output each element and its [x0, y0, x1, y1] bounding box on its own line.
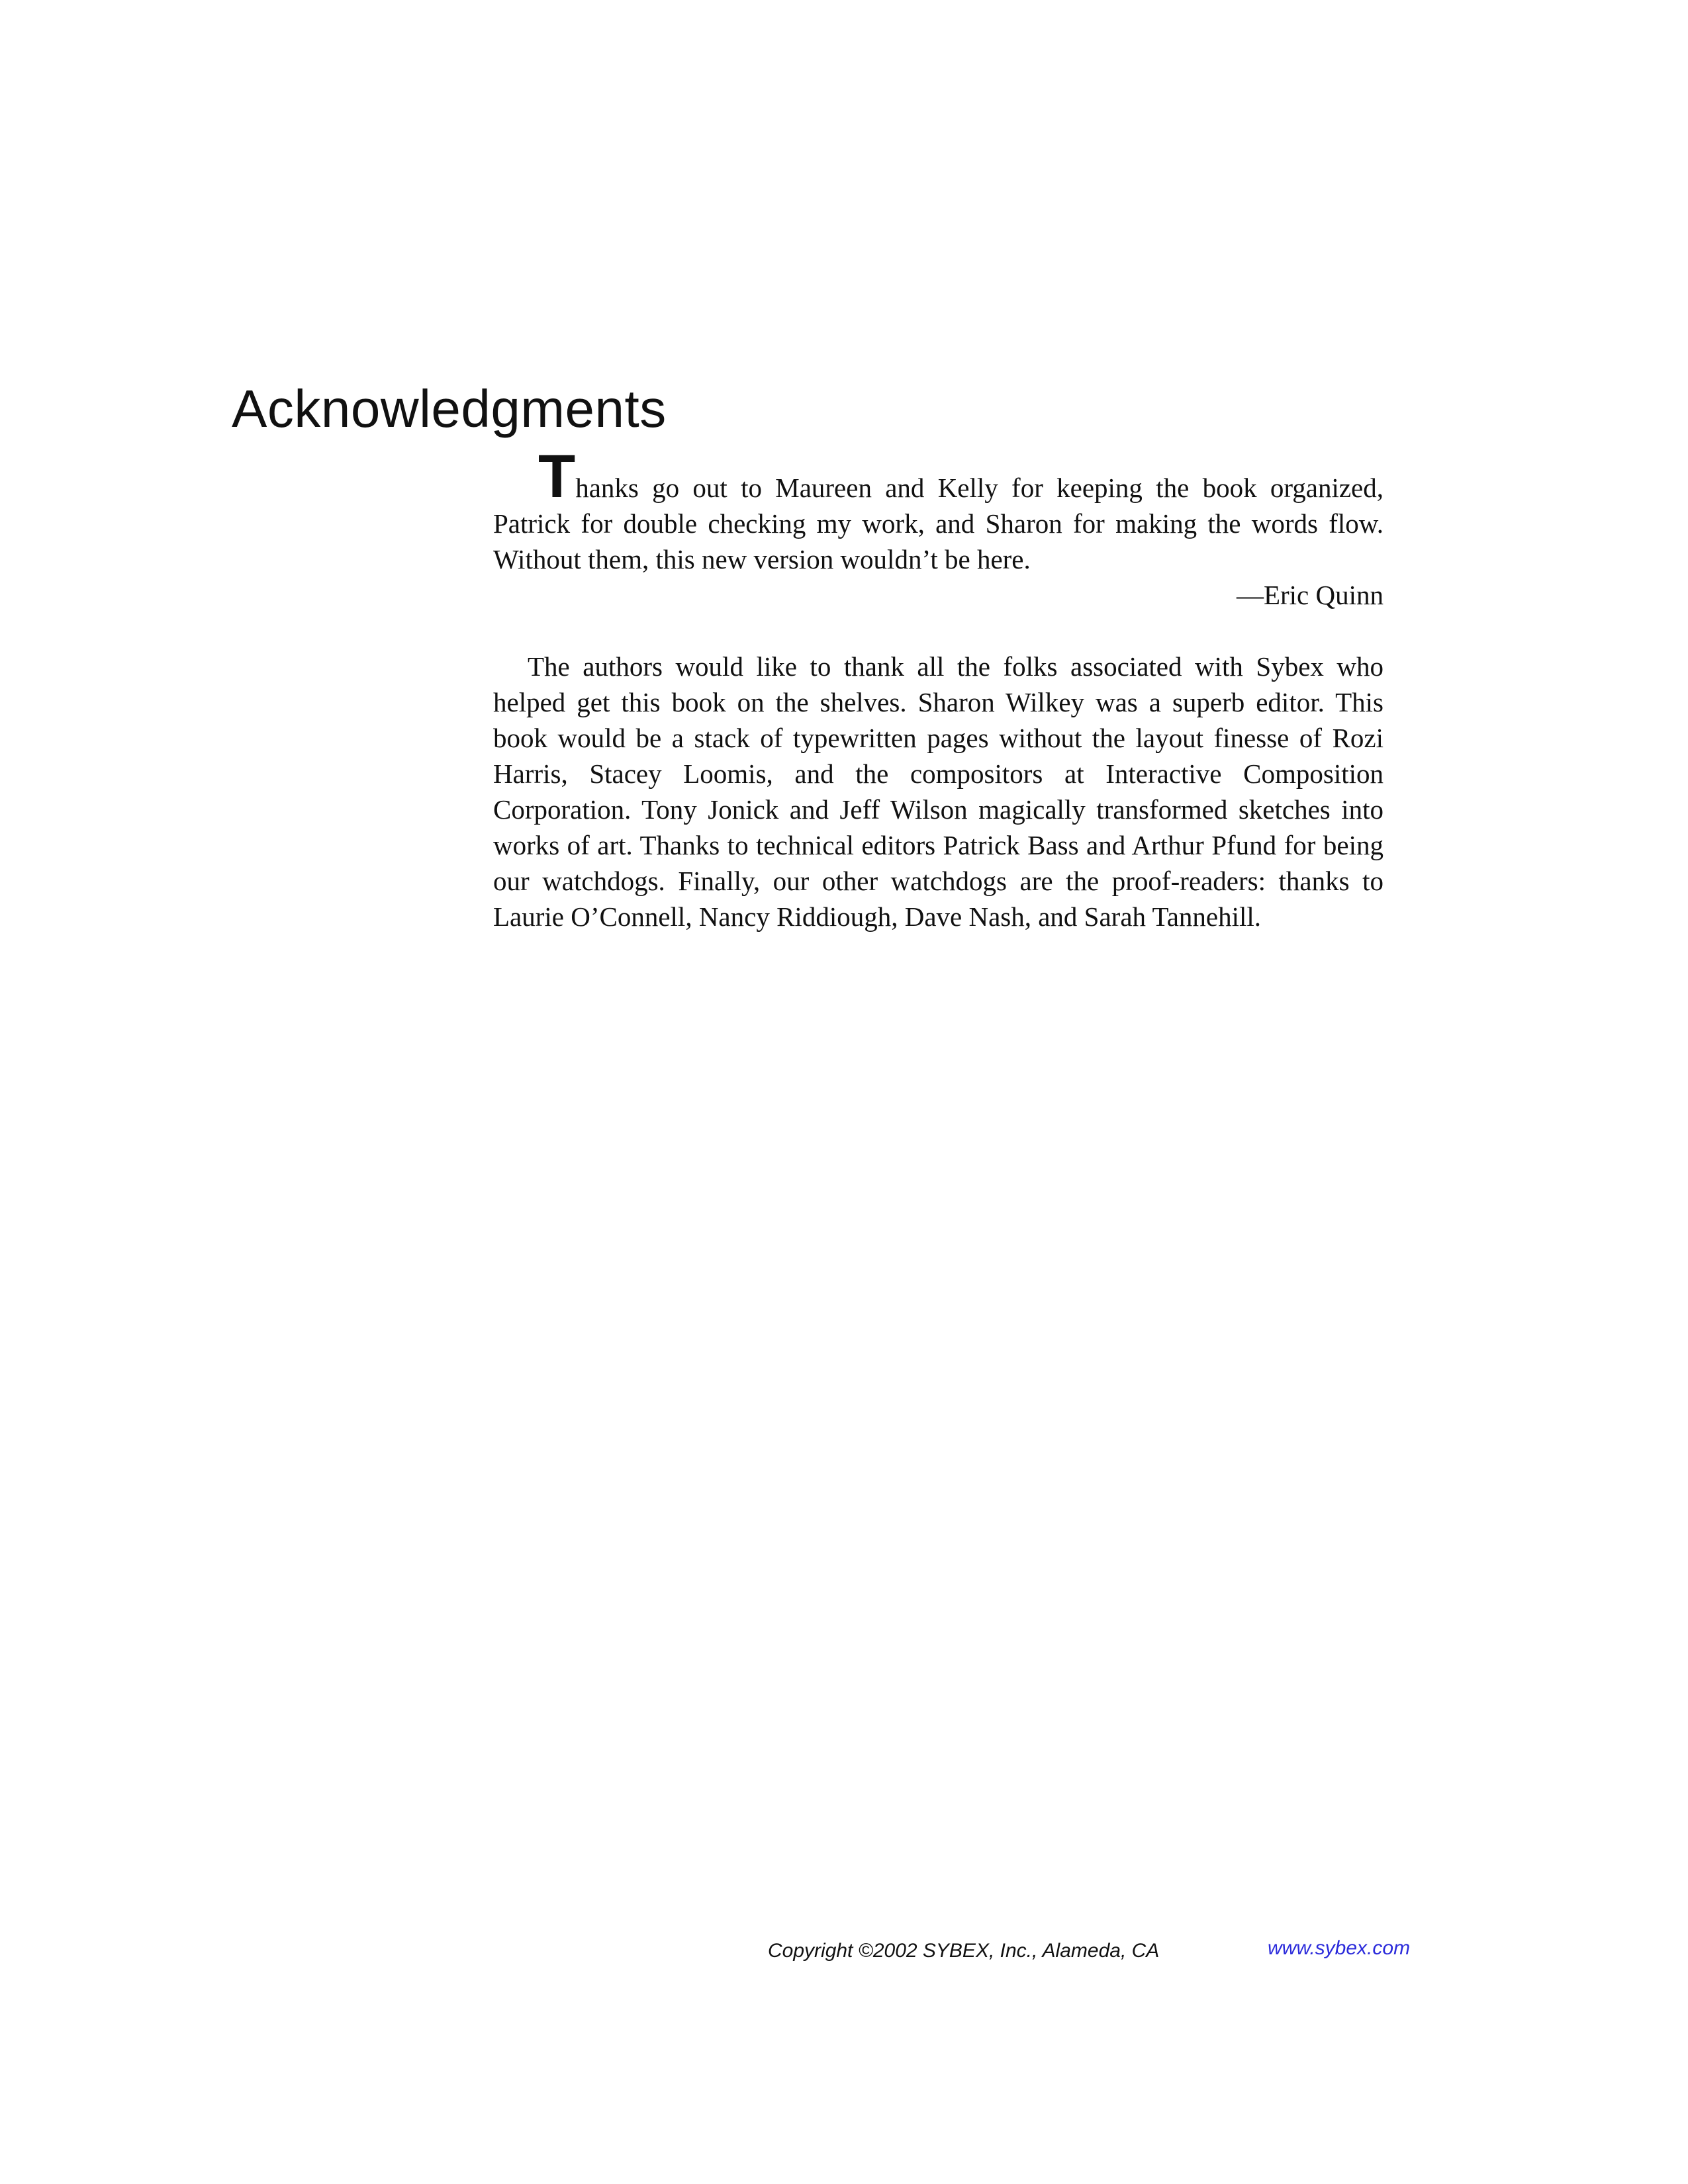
- page-title: Acknowledgments: [232, 379, 667, 438]
- dropcap-letter: T: [538, 443, 576, 510]
- second-paragraph: The authors would like to thank all the folks associated with Sybex who helped get this book on the shelves. Sharon Wilkey was a superb editor. This book would be a stack of typewritten pages without the layout finesse of Rozi Harris, Stacey Loomis, and the compositors at Interactive Composition Corporation. Tony Jonick and Jeff Wilson magically transformed sketches into works of art. Thanks to technical editors Patrick Bass and Arthur Pfund for being our watchdogs. Finally, our other watchdogs are the proof-readers: thanks to Laurie O’Connell, Nancy Riddiough, Dave Nash, and Sarah Tannehill.: [493, 651, 1383, 932]
- website-link[interactable]: www.sybex.com: [1268, 1937, 1411, 1959]
- first-paragraph: [493, 443, 1383, 577]
- signature: —Eric Quinn: [1236, 580, 1383, 610]
- copyright-notice: Copyright ©2002 SYBEX, Inc., Alameda, CA: [768, 1940, 1160, 1962]
- first-paragraph-text: hanks go out to Maureen and Kelly for keeping the book organized, Patrick for double checking my work, and Sharon for making the words flow. Without them, this new version wouldn’t be here.: [493, 473, 1383, 574]
- acknowledgment-body: [493, 443, 1383, 934]
